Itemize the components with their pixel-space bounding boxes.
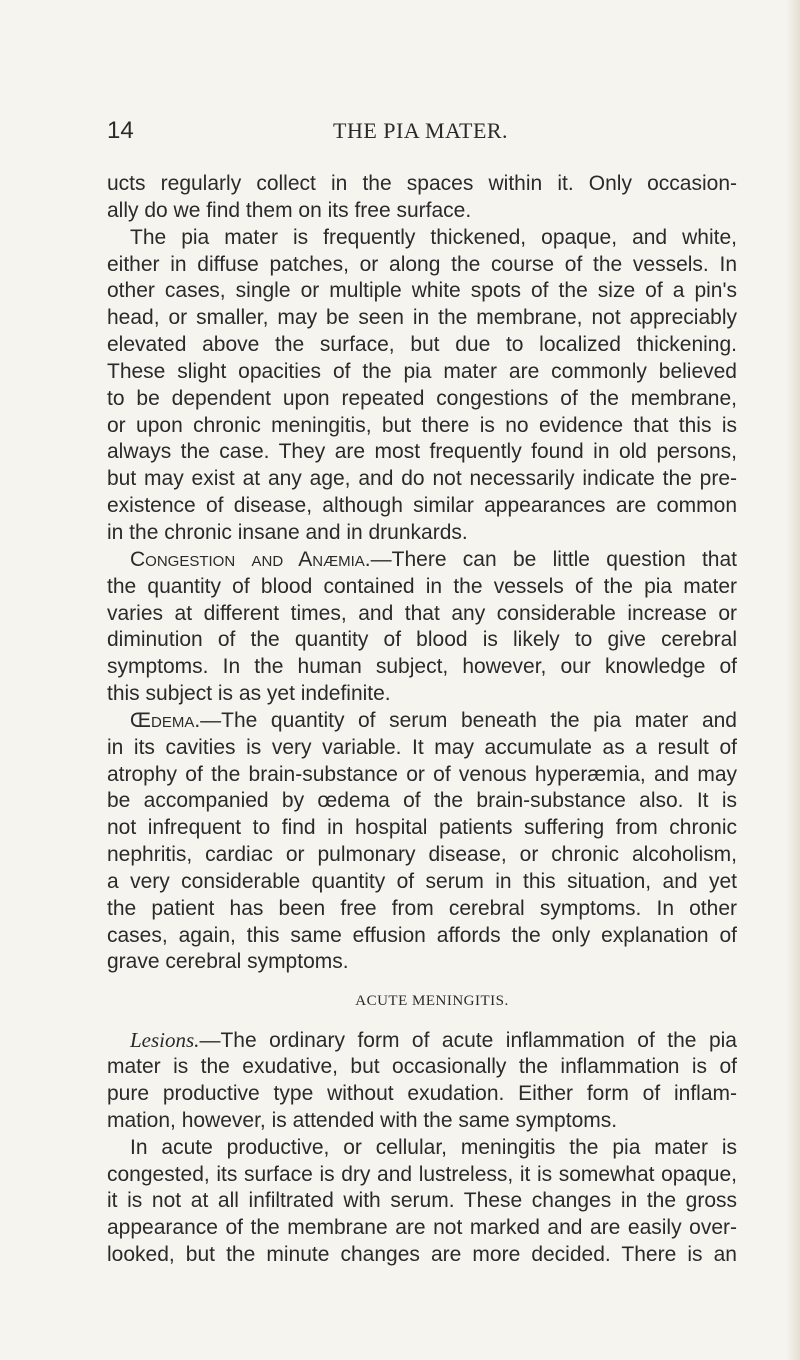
- text-line: in the chronic insane and in drunkards.: [107, 520, 468, 544]
- text-line: ucts regularly collect in the spaces within it. Only occasion-: [107, 172, 737, 195]
- text-line: or upon chronic meningitis, but there is no evidence that this is: [107, 413, 737, 437]
- text-line: to be dependent upon repeated congestions of the membrane,: [107, 386, 737, 410]
- text-line: the quantity of blood contained in the vessels of the pia mater: [107, 574, 737, 598]
- text-line: atrophy of the brain-substance or of venous hyperæmia, and may: [107, 762, 737, 786]
- text-line: [107, 708, 737, 735]
- text-line: not infrequent to find in hospital patients suffering from chronic: [107, 816, 737, 840]
- paragraph-heading: Lesions.: [130, 1028, 200, 1053]
- text-line: These slight opacities of the pia mater are commonly believed: [107, 359, 737, 383]
- text-line: diminution of the quantity of blood is likely to give cerebral: [107, 628, 737, 652]
- text-line: [107, 1027, 737, 1054]
- text-line: [107, 547, 737, 574]
- text-line: always the case. They are most frequently found in old persons,: [107, 440, 737, 464]
- text-run: —The ordinary form of acute inflammation of the pia: [199, 1029, 737, 1053]
- text-line: nephritis, cardiac or pulmonary disease, or chronic alcoholism,: [107, 843, 737, 867]
- text-line: symptoms. In the human subject, however, our knowledge of: [107, 655, 737, 679]
- text-line: either in diffuse patches, or along the course of the vessels. In: [107, 252, 737, 276]
- text-line: cases, again, this same effusion affords the only explanation of: [107, 923, 737, 947]
- text-line: looked, but the minute changes are more decided. There is an: [107, 1243, 737, 1267]
- text-line: varies at different times, and that any considerable increase or: [107, 601, 737, 625]
- text-line: In acute productive, or cellular, meningitis the pia mater is: [130, 1135, 737, 1159]
- body-text: [107, 171, 737, 1269]
- section-heading: ACUTE MENINGITIS.: [355, 993, 509, 1010]
- text-line: in its cavities is very variable. It may accumulate as a result of: [107, 735, 737, 759]
- text-line: ally do we find them on its free surface.: [107, 198, 472, 222]
- text-line: existence of disease, although similar appearances are common: [107, 494, 737, 518]
- text-line: grave cerebral symptoms.: [107, 950, 349, 974]
- text-line: the patient has been free from cerebral symptoms. In other: [107, 896, 737, 920]
- text-line: be accompanied by œdema of the brain-substance also. It is: [107, 789, 737, 813]
- text-line: head, or smaller, may be seen in the membrane, not appreciably: [107, 306, 737, 330]
- running-title: THE PIA MATER.: [333, 118, 509, 143]
- text-line: mation, however, is attended with the same symptoms.: [107, 1108, 618, 1132]
- paragraph-heading: Œdema.: [130, 708, 201, 732]
- text-line: other cases, single or multiple white spots of the size of a pin's: [107, 279, 737, 303]
- text-run: —There can be little question that: [370, 547, 737, 571]
- page-header: [107, 116, 737, 146]
- text-line: but may exist at any age, and do not necessarily indicate the pre-: [107, 467, 737, 491]
- text-line: mater is the exudative, but occasionally the inflammation is of: [107, 1055, 737, 1079]
- text-line: pure productive type without exudation. Either form of inflam-: [107, 1082, 737, 1105]
- page-number: 14: [107, 117, 134, 144]
- text-run: —The quantity of serum beneath the pia mater and: [200, 708, 737, 732]
- text-line: appearance of the membrane are not marked and are easily over-: [107, 1216, 737, 1240]
- text-line: congested, its surface is dry and lustreless, it is somewhat opaque,: [107, 1162, 737, 1186]
- text-line: a very considerable quantity of serum in this situation, and yet: [107, 869, 737, 893]
- page-edge-shadow: [786, 0, 800, 1360]
- paragraph-heading: Congestion and Anæmia.: [130, 547, 371, 571]
- text-line: elevated above the surface, but due to localized thickening.: [107, 333, 737, 357]
- text-line: this subject is as yet indefinite.: [107, 682, 391, 706]
- text-line: it is not at all infiltrated with serum. These changes in the gross: [107, 1189, 737, 1213]
- text-line: The pia mater is frequently thickened, opaque, and white,: [130, 225, 737, 249]
